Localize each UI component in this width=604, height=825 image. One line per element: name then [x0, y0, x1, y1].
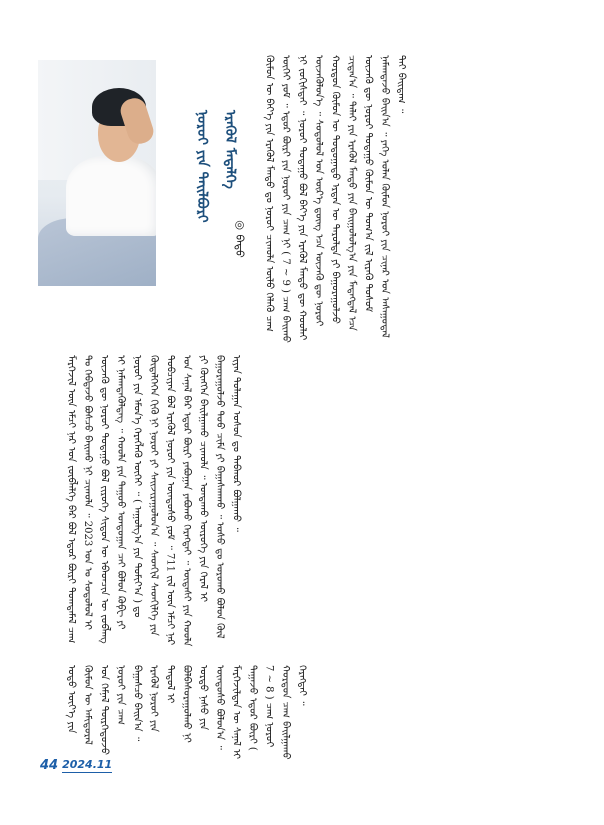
text-column-c: ᠣᠳᠣ ᠦᠶ᠎ᠡ ᠶᠢᠨ ᠬᠦᠮᠦᠨ ᠦ ᠠᠮᠢᠳᠤᠷᠠᠯ ᠤᠨ ᠬᠡᠮᠨᠡᠯ ᠲᠦᠷᠭᠡᠳᠦᠵᠦ ᠨᠣᠷᠤᠢ ᠶᠢᠨ ᠴᠠᠭ ᠪᠠᠭᠠᠰᠴᠤ ᠪᠠᠢᠨ᠎ᠠ ᠃ ᠡᠷᠡᠭᠦᠯ ᠨᠣᠷᠤᠢ ᠶᠢᠨ ᠳᠠᠳᠤᠯ ᠢ ᠪᠣᠯᠪᠠᠰᠤᠷᠠᠭᠤᠯᠬᠤ ᠨᠢ ᠤᠷᠲᠤ ᠨᠠᠰᠤ ᠶᠢᠨ ᠦᠨᠳᠦᠰᠦ ᠪᠣᠯᠤᠨ᠎ᠠ ᠃ ᠮᠡᠷᠭᠡᠵᠢᠯᠲᠡᠨ ᠦ ᠰᠠᠨᠠᠯ ᠢ ᠳᠠᠭᠠᠵᠤ ᠡᠳᠦᠷ ᠪᠦᠷᠢ ( 7 ~ 8 ) ᠴᠠᠭ ᠨᠣᠷᠤᠢ ᠬᠤᠷᠳᠤᠨ ᠴᠠᠭ ᠪᠠᠢᠯᠭᠠᠬᠤ ᠬᠡᠷᠡᠭᠲᠡᠢ ᠃ — [65, 665, 308, 760]
issue-date: 2024.11 — [62, 758, 113, 771]
article-title-line2: ᠡᠷᠡᠭᠦᠯ ᠮᠡᠳᠡᠯᠭᠡ — [222, 110, 238, 189]
article-title-line1: ᠨᠣᠷᠤᠢ ᠶᠢᠨ ᠲᠠᠢᠯᠪᠤᠷᠢ — [194, 110, 210, 223]
text-column-a: ᠬᠦᠮᠦᠨ ᠦ ᠪᠡᠶ᠎ᠡ ᠶᠢᠨ ᠡᠷᠡᠭᠦᠯ ᠮᠡᠨᠳᠦ ᠳᠤ ᠨᠣᠷᠤᠢ ᠴᠢᠬᠤᠯᠠ ᠦᠯᠦ ᠬᠡᠯᠡᠬᠦ ᠴᠠᠭ ᠦᠭᠡᠢ ᠶᠤᠮ ᠃ ᠡᠳᠦᠷ ᠪᠦᠷᠢ ᠶᠢᠨ ᠨᠣᠷᠤᠢ ᠶᠢᠨ ᠴᠠᠭ ᠨᠢ ( 7 ~ 9 ) ᠴᠠᠭ ᠪᠠᠢᠬᠤ ᠨᠢ ᠵᠣᠬᠢᠰᠲᠠᠢ ᠃ ᠨᠣᠷᠤᠢ ᠳᠤᠲᠠᠭᠤ ᠪᠣᠯ ᠪᠡᠶ᠎ᠡ ᠶᠢᠨ ᠡᠷᠡᠭᠦᠯ ᠮᠡᠨᠳᠦ ᠳᠦ ᠬᠣᠣᠯᠠᠢ ᠦᠵᠡᠭᠦᠯᠦᠨ᠎ᠡ ᠃ ᠰᠤᠳᠤᠯᠤᠯ ᠤᠨ ᠦᠷ᠎ᠡ ᠳ᠋ᠦᠩ ᠡᠴᠡ ᠦᠵᠡᠬᠦ ᠳᠦ ᠨᠣᠷᠤᠢ ᠬᠤᠷᠳᠤᠨ ᠬᠦᠮᠦᠨ ᠦ ᠳᠣᠲᠣᠭᠠᠳᠤ ᠡᠷᠲᠡᠨ ᠦ ᠳᠠᠷᠤᠯᠲᠠ ᠶᠢ ᠪᠠᠭᠤᠷᠠᠭᠤᠯᠵᠤ ᠴᠢᠳᠠᠨ᠎ᠠ ᠃ ᠳᠠᠯᠠᠢ ᠶᠢᠨ ᠡᠷᠡᠭᠦᠯ ᠮᠡᠨᠳᠦ ᠶᠢᠨ ᠪᠠᠢᠭᠤᠯᠤᠯᠭ᠎ᠠ ᠶᠢᠨ ᠮᠡᠳᠡᠭᠳᠡᠯ ᠡᠴᠡ ᠦᠵᠡᠬᠦ ᠳᠦ ᠨᠣᠷᠤᠢ ᠳᠤᠲᠠᠭᠤ ᠬᠦᠮᠦᠨ ᠦ ᠲᠣᠭ᠎ᠠ ᠵᠢᠯ ᠢᠷᠡᠬᠦ ᠲᠤᠰᠤᠮ ᠨᠡᠮᠡᠭ᠍ᠳᠡᠵᠦ ᠪᠠᠢᠨ᠎ᠠ ᠃ ᠶᠡᠬᠡ ᠣᠯᠠᠨ ᠬᠦᠮᠦᠨ ᠨᠣᠷᠤᠢ ᠶᠢᠨ ᠴᠢᠨᠠᠷ ᠤᠨ ᠠᠰᠠᠭᠤᠳᠠᠯ ᠲᠠᠢ ᠪᠠᠢᠳᠠᠭ ᠃ — [263, 55, 407, 343]
page-footer — [40, 758, 112, 773]
text-column-b: ᠮᠡᠷᠭᠡᠵᠢᠯ ᠦᠨ ᠡᠮᠴᠢ ᠨᠠᠷ ᠤᠨ ᠵᠥᠪᠯᠡᠯᠭᠡ ᠪᠡᠷ ᠪᠣᠯ ᠡᠳᠦᠷ ᠪᠦᠷᠢ ᠲᠣᠭᠲᠠᠮᠠᠯ ᠴᠠᠭ ᠲᠤ ᠬᠡᠪᠲᠡᠵᠦ ᠪᠣᠰᠴᠤ ᠪᠠᠢᠬᠤ ᠨᠢ ᠴᠢᠬᠤᠯᠠ ᠃ 2023 ᠣᠨ ᠤ ᠰᠤᠳᠤᠯᠤᠯ ᠢ ᠦᠵᠡᠬᠦ ᠳᠦ ᠨᠣᠷᠤᠢ ᠳᠤᠲᠠᠭᠤ ᠪᠣᠯ ᠵᠢᠷᠦᠬᠡ ᠰᠢᠳᠦᠨ ᠦ ᠡᠪᠡᠳᠴᠢᠨ ᠦ ᠵᠣᠪᠯᠠᠩ ᠢ ᠨᠡᠮᠡᠭ᠍ᠳᠡᠭᠦᠯᠳᠡᠭ ᠃ ᠬᠣᠣᠯᠠ ᠶᠢᠨ ᠳᠠᠭᠤᠤ ᠤᠨᠳᠤᠭᠠᠨ ᠴᠠᠢ ᠪᠣᠯᠤᠨ ᠺᠣᠹᠸ ᠶᠢ ᠨᠣᠷᠤᠢ ᠶᠢᠨ ᠡᠮᠦᠨ᠎ᠡ ᠬᠡᠷᠡᠭᠯᠡᠬᠦ ᠦᠭᠡᠢ ᠃ ( ᠠᠭᠤᠯᠭ᠎ᠠ ᠶᠢᠨ ᠲᠣᠮᠢᠶ᠎ᠠ ) ᠳᠤ ᠬᠥᠳᠡᠯᠭᠡᠭᠡᠨ ᠬᠢᠬᠦ ᠨᠢ ᠨᠣᠷᠤᠢ ᠶᠢ ᠰᠠᠢᠵᠢᠷᠠᠭᠤᠯᠤᠨ᠎ᠠ ᠃ ᠰᠡᠳᠬᠢᠯ ᠰᠡᠳᠬᠢᠯᠭᠡ ᠶᠢᠨ ᠲᠣᠪᠴᠢᠶᠠᠨ ᠪᠣᠯ ᠡᠷᠡᠭᠦᠯ ᠨᠣᠷᠤᠢ ᠶᠢᠨ ᠦᠨᠳᠦᠰᠦ ᠶᠤᠮ ᠃ 711 ᠵᠢᠯ ᠦᠨ ᠡᠮᠴᠢ ᠨᠠᠷ ᠤᠨ ᠰᠠᠨᠠᠯ ᠪᠡᠷ ᠡᠳᠦᠷ ᠪᠦᠷᠢ ᠶᠠᠪᠤᠭᠠᠨ ᠶᠠᠪᠤᠬᠤ ᠬᠡᠷᠡᠭᠲᠡᠢ ᠃ ᠦᠳᠡᠰᠢ ᠶᠢᠨ ᠬᠣᠣᠯᠠ ᠶᠢ ᠬᠥᠩᠭᠡᠨ ᠪᠠᠢᠯᠭᠠᠬᠤ ᠴᠢᠬᠤᠯᠠ ᠃ ᠤᠨᠲᠠᠬᠤ ᠥᠷᠦᠭᠡ ᠶᠢᠨ ᠭᠡᠷᠡᠯ ᠢ ᠪᠠᠭᠤᠷᠠᠭᠤᠯᠵᠤ ᠳᠤᠤ ᠴᠢᠮᠡ ᠶᠢ ᠪᠠᠭᠠᠰᠬᠠᠬᠤ ᠃ ᠤᠰᠤ ᠳᠤ ᠣᠷᠣᠬᠤ ᠪᠣᠯᠤᠨ ᠬᠥᠯ ᠢᠶᠡᠨ ᠳᠤᠯᠠᠭᠠᠨ ᠤᠰᠤᠨ ᠳᠤ ᠳᠠᠪᠬᠤᠷ ᠪᠣᠯᠭᠠᠬᠤ ᠃ — [65, 355, 242, 647]
article-body — [62, 55, 562, 760]
page-number: 44 — [40, 758, 59, 773]
article-author: ◎ ᠪᠠᠲᠤ — [233, 218, 246, 258]
